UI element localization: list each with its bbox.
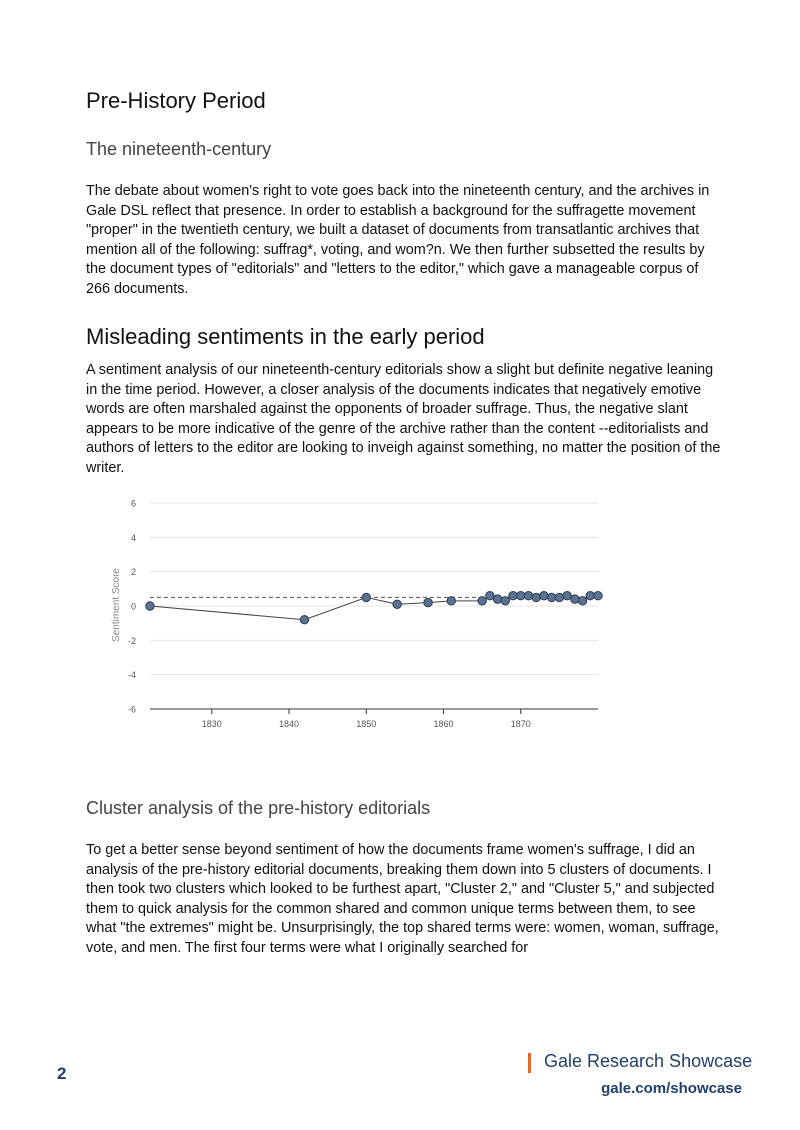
x-tick-label: 1850 [356,719,377,729]
data-point [532,593,540,601]
x-tick-label: 1870 [510,719,531,729]
data-point [586,592,594,600]
y-tick-label: 2 [130,567,136,578]
section-title: Pre-History Period [86,88,266,113]
y-tick-label: -2 [127,635,136,646]
page-number: 2 [57,1064,67,1083]
data-point [578,597,586,605]
data-point [486,592,494,600]
data-point [509,592,517,600]
data-point [594,592,602,600]
data-point [146,602,154,610]
paragraph-sentiment: A sentiment analysis of our nineteenth-century editorials show a slight but definite negative leaning in the time period. However, a closer analysis of the documents indicates that negatively emotive words are often marshaled against the opponents of broader suffrage. Thus, the negative slant appears to be more indicative of the genre of the archive rather than the content --editorialists and authors of letters to the editor are looking to inveigh against something, no matter the position of the writer. [86,362,721,476]
brand-url: gale.com/showcase [601,1080,742,1097]
y-tick-label: 6 [130,498,136,509]
sentiment-chart [100,492,610,732]
y-axis-label: Sentiment Score [111,568,122,642]
paragraph-cluster: To get a better sense beyond sentiment of how the documents frame women's suffrage, I did an analysis of the pre-history editorial documents, breaking them down into 5 clusters of documents. I then took two clusters which looked to be furthest apart, "Cluster 2," and "Cluster 5," and subjected them to quick analysis for the common shared and common unique terms between them, to see what "the extremes" might be. Unsurprisingly, the top shared terms were: women, woman, suffrage, vote, and men. The first four terms were what I originally searched for [86,842,719,956]
y-tick-label: 0 [130,601,136,612]
y-tick-label: -6 [127,704,136,715]
subheading-cluster-analysis: Cluster analysis of the pre-history editorials [86,798,431,818]
data-point [362,593,370,601]
data-point [424,598,432,606]
x-tick-label: 1860 [433,719,454,729]
y-tick-label: -4 [127,670,136,681]
subheading-nineteenth-century: The nineteenth-century [86,139,272,159]
data-point [478,597,486,605]
brand-accent-bar [528,1053,531,1073]
data-point [300,616,308,624]
data-point [524,592,532,600]
heading-misleading-sentiments: Misleading sentiments in the early period [86,324,485,349]
data-point [540,592,548,600]
data-point [393,600,401,608]
x-tick-label: 1830 [201,719,222,729]
y-tick-label: 4 [130,532,136,543]
data-point [563,592,571,600]
data-point [517,592,525,600]
data-point [547,593,555,601]
brand-name: Gale Research Showcase [544,1051,753,1071]
data-point [501,597,509,605]
x-tick-label: 1840 [279,719,300,729]
data-point [493,595,501,603]
data-point [571,595,579,603]
data-point [447,597,455,605]
data-point [555,593,563,601]
paragraph-background: The debate about women's right to vote goes back into the nineteenth century, and the archives in Gale DSL reflect that presence. In order to establish a background for the suffragette movement "proper" in the twentieth century, we built a dataset of documents from transatlantic archives that mention all of the following: suffrag*, voting, and wom?n. We then further subsetted the results by the document types of "editorials" and "letters to the editor," which gave a manageable corpus of 266 documents. [86,183,710,297]
